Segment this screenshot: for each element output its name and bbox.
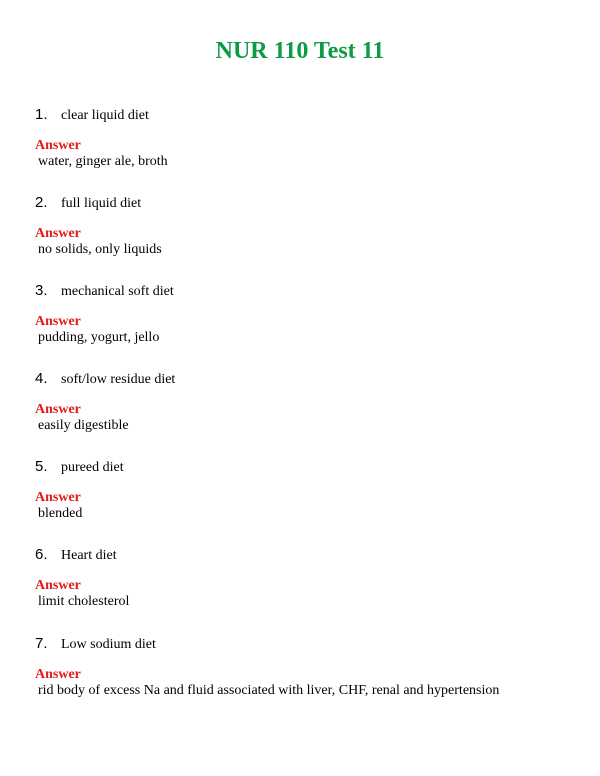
question-text: pureed diet <box>61 460 124 475</box>
qa-item <box>35 457 575 522</box>
answer-text: easily digestible <box>38 418 129 433</box>
question-number: 4. <box>35 370 48 387</box>
question-text: Heart diet <box>61 548 117 563</box>
answer-label: Answer <box>35 138 81 153</box>
qa-item <box>35 545 575 610</box>
question <box>35 281 575 301</box>
answer-label: Answer <box>35 314 81 329</box>
page-title: NUR 110 Test 11 <box>215 38 385 64</box>
qa-item <box>35 281 575 346</box>
question-number: 6. <box>35 546 48 563</box>
qa-item <box>35 193 575 258</box>
question <box>35 545 575 565</box>
question-text: mechanical soft diet <box>61 284 174 299</box>
answer-text: limit cholesterol <box>38 594 130 609</box>
question-number: 2. <box>35 194 48 211</box>
answer-text: water, ginger ale, broth <box>38 154 168 169</box>
answer-label: Answer <box>35 578 81 593</box>
answer-label: Answer <box>35 226 81 241</box>
qa-item <box>35 105 575 170</box>
answer-text: blended <box>38 506 83 521</box>
question-number: 7. <box>35 635 48 652</box>
question <box>35 634 575 654</box>
question-text: soft/low residue diet <box>61 372 176 387</box>
question-number: 1. <box>35 106 48 123</box>
question <box>35 457 575 477</box>
answer-text: rid body of excess Na and fluid associated with liver, CHF, renal and hypertension <box>38 683 500 698</box>
question <box>35 193 575 213</box>
answer-label: Answer <box>35 490 81 505</box>
qa-item <box>35 369 575 434</box>
answer-text: pudding, yogurt, jello <box>38 330 160 345</box>
question-number: 3. <box>35 282 48 299</box>
question-number: 5. <box>35 458 48 475</box>
question-text: clear liquid diet <box>61 108 149 123</box>
answer-label: Answer <box>35 402 81 417</box>
question-text: full liquid diet <box>61 196 142 211</box>
question-text: Low sodium diet <box>61 637 156 652</box>
qa-item <box>35 634 575 699</box>
question <box>35 369 575 389</box>
question <box>35 105 575 125</box>
answer-text: no solids, only liquids <box>38 242 162 257</box>
answer-label: Answer <box>35 667 81 682</box>
